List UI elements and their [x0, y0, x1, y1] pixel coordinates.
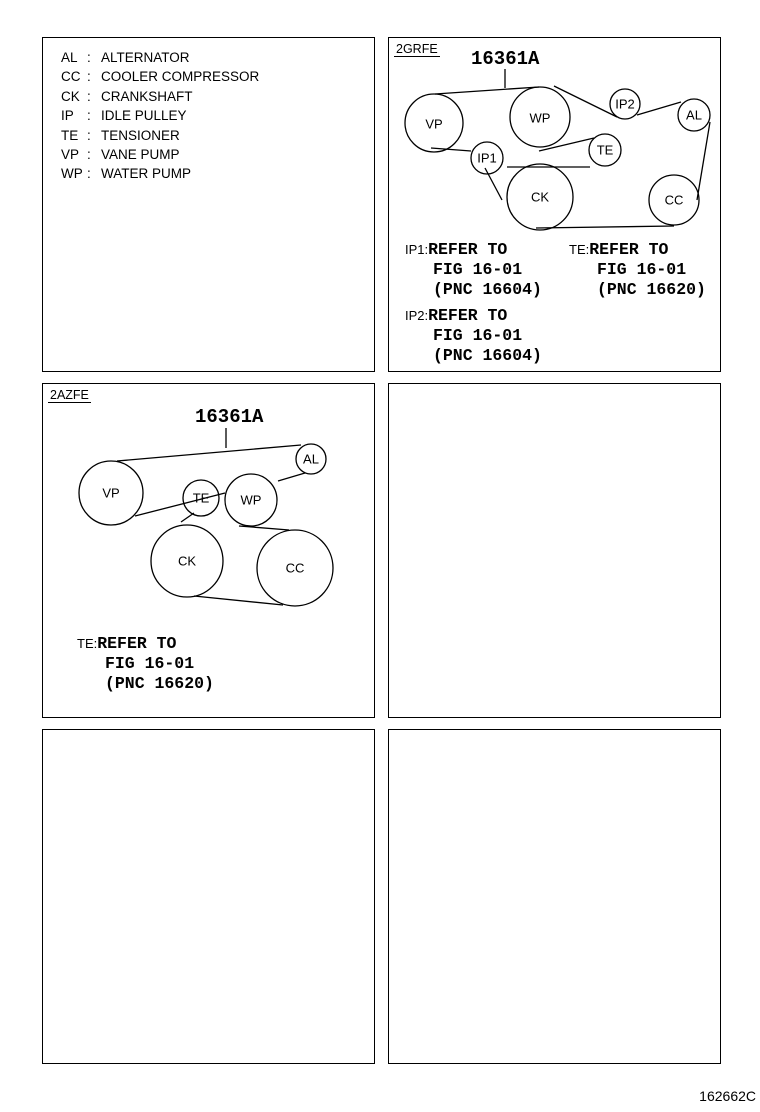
panel-2azfe	[42, 383, 375, 718]
legend-item: WP : WATER PUMP	[61, 166, 191, 182]
pulley-label: TE	[192, 490, 210, 506]
figure-number: 162662C	[699, 1088, 756, 1104]
part-number[interactable]: 16361A	[471, 48, 540, 70]
pulley-label: CK	[530, 189, 550, 205]
note-te: TE:REFER TO FIG 16-01 (PNC 16620)	[77, 634, 214, 693]
legend-item: VP : VANE PUMP	[61, 146, 180, 162]
pulley-label: AL	[303, 451, 319, 467]
legend-item: TE : TENSIONER	[61, 127, 180, 143]
pulley-label: WP	[240, 492, 262, 508]
note-ip1: IP1:REFER TO FIG 16-01 (PNC 16604)	[405, 240, 542, 299]
pulley-label: WP	[529, 110, 551, 126]
legend-item: IP : IDLE PULLEY	[61, 108, 187, 124]
pulley-label: VP	[425, 116, 443, 132]
pulley-label: AL	[686, 107, 702, 123]
empty-panel	[388, 383, 721, 718]
legend-item: AL : ALTERNATOR	[61, 50, 190, 65]
panel-2grfe	[388, 37, 721, 372]
part-number[interactable]: 16361A	[195, 406, 264, 428]
note-te: TE:REFER TO FIG 16-01 (PNC 16620)	[569, 240, 706, 299]
engine-label: 2GRFE	[396, 42, 438, 56]
empty-panel	[42, 729, 375, 1064]
legend-item: CK : CRANKSHAFT	[61, 88, 193, 104]
pulley-label: TE	[596, 142, 614, 158]
note-ip2: IP2:REFER TO FIG 16-01 (PNC 16604)	[405, 306, 542, 365]
pulley-label: VP	[102, 485, 120, 501]
pulley-label: CC	[664, 192, 684, 208]
pulley-label: IP1	[477, 150, 497, 166]
engine-label: 2AZFE	[50, 388, 89, 402]
pulley-label: IP2	[615, 96, 635, 112]
legend-item: CC : COOLER COMPRESSOR	[61, 69, 260, 85]
pulley-label: CC	[285, 560, 305, 576]
empty-panel	[388, 729, 721, 1064]
pulley-label: CK	[177, 553, 197, 569]
legend-panel	[42, 37, 375, 372]
legend-list	[61, 48, 259, 184]
